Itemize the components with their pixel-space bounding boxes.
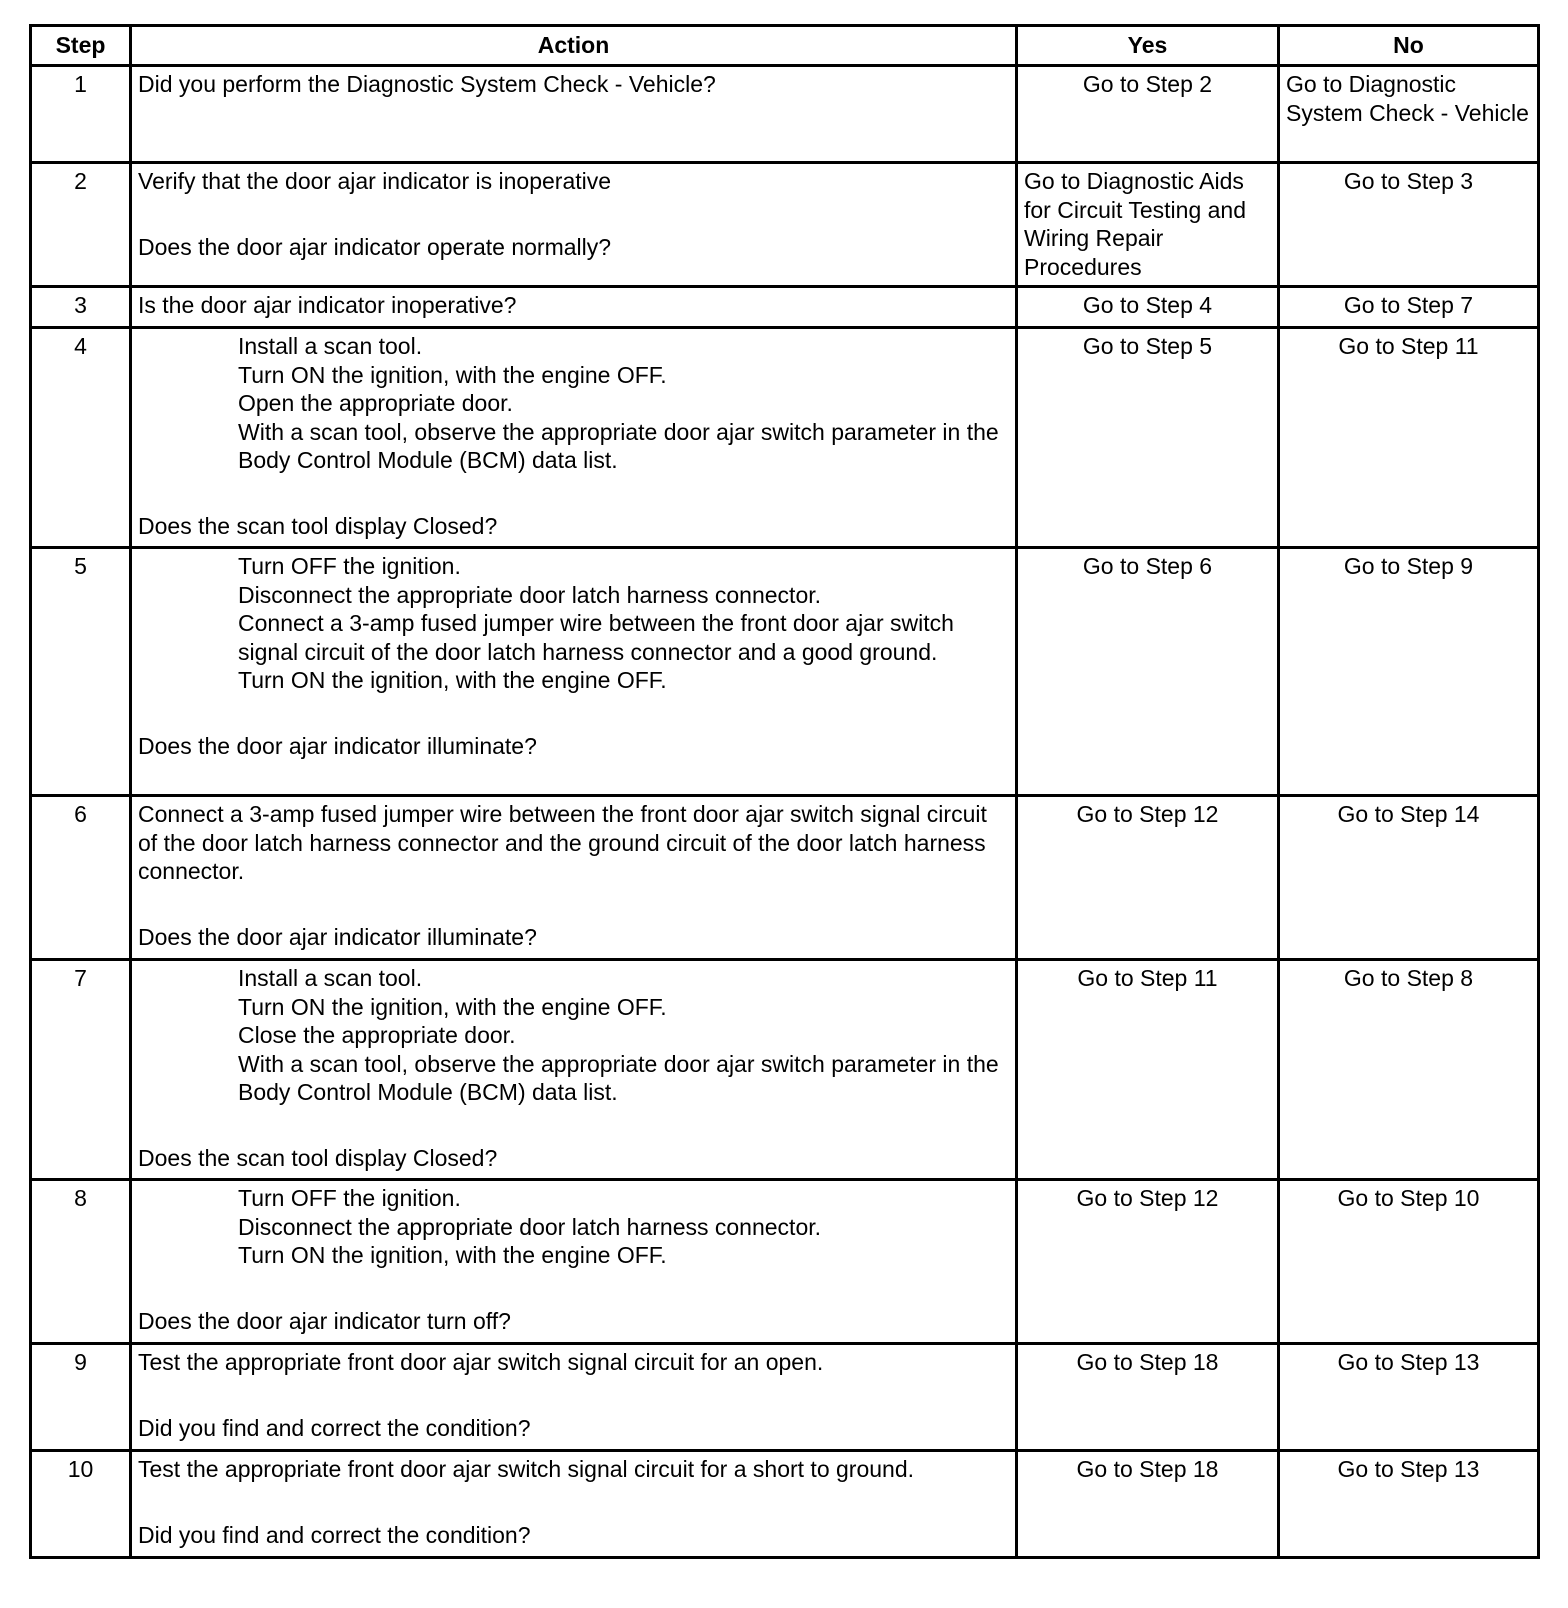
step-number: 2	[31, 163, 131, 287]
action-question: Is the door ajar indicator inoperative?	[138, 292, 517, 318]
substep: With a scan tool, observe the appropriate door ajar switch parameter in the Body Control Module (BCM) data list.	[238, 1050, 999, 1105]
action-intro: Test the appropriate front door ajar switch signal circuit for an open.	[138, 1349, 824, 1375]
yes-cell: Go to Step 12	[1017, 796, 1279, 960]
action-question: Does the door ajar indicator illuminate?	[138, 732, 537, 759]
substep-list	[138, 964, 1009, 1107]
substep-list	[138, 332, 1009, 475]
yes-cell: Go to Step 18	[1017, 1451, 1279, 1558]
step-number: 9	[31, 1344, 131, 1451]
substep: Turn ON the ignition, with the engine OFF.	[238, 667, 667, 693]
action-cell	[131, 163, 1017, 287]
no-cell: Go to Diagnostic System Check - Vehicle	[1279, 66, 1539, 163]
no-cell: Go to Step 7	[1279, 287, 1539, 328]
action-cell	[131, 548, 1017, 796]
step-number: 10	[31, 1451, 131, 1558]
yes-cell: Go to Diagnostic Aids for Circuit Testing and Wiring Repair Procedures	[1017, 163, 1279, 287]
no-cell: Go to Step 11	[1279, 328, 1539, 548]
action-question: Does the door ajar indicator operate normally?	[138, 233, 612, 260]
no-cell: Go to Step 3	[1279, 163, 1539, 287]
substep: Turn ON the ignition, with the engine OFF.	[238, 361, 667, 388]
action-intro: Test the appropriate front door ajar switch signal circuit for a short to ground.	[138, 1456, 915, 1482]
yes-cell: Go to Step 18	[1017, 1344, 1279, 1451]
table-row	[31, 163, 1539, 287]
action-cell	[131, 66, 1017, 163]
table-row	[31, 960, 1539, 1180]
step-number: 5	[31, 548, 131, 796]
action-question: Does the door ajar indicator turn off?	[138, 1307, 511, 1334]
table-row	[31, 1344, 1539, 1451]
substep: Turn ON the ignition, with the engine OFF.	[238, 993, 667, 1020]
no-cell: Go to Step 9	[1279, 548, 1539, 796]
table-row	[31, 1180, 1539, 1344]
action-question: Does the scan tool display Closed?	[138, 1144, 498, 1171]
diagnostic-table	[29, 24, 1540, 1559]
substep: Connect a 3-amp fused jumper wire between the front door ajar switch signal circuit of the door latch harness connector and a good ground.	[238, 610, 954, 665]
action-intro: Connect a 3-amp fused jumper wire between the front door ajar switch signal circuit of the door latch harness connector and the ground circuit of the door latch harness connector.	[138, 801, 987, 884]
substep-list	[138, 1184, 1009, 1270]
step-number: 4	[31, 328, 131, 548]
substep: Disconnect the appropriate door latch harness connector.	[238, 581, 822, 608]
yes-cell: Go to Step 5	[1017, 328, 1279, 548]
action-cell	[131, 328, 1017, 548]
table-row	[31, 328, 1539, 548]
action-question: Did you find and correct the condition?	[138, 1414, 531, 1441]
no-cell: Go to Step 8	[1279, 960, 1539, 1180]
no-cell: Go to Step 10	[1279, 1180, 1539, 1344]
action-cell	[131, 960, 1017, 1180]
substep: With a scan tool, observe the appropriate door ajar switch parameter in the Body Control Module (BCM) data list.	[238, 418, 999, 473]
substep: Turn ON the ignition, with the engine OFF.	[238, 1242, 667, 1268]
substep: Turn OFF the ignition.	[238, 1185, 461, 1211]
step-number: 1	[31, 66, 131, 163]
table-row	[31, 287, 1539, 328]
action-cell	[131, 796, 1017, 960]
action-cell	[131, 287, 1017, 328]
table-row	[31, 1451, 1539, 1558]
header-no: No	[1279, 26, 1539, 66]
no-cell: Go to Step 13	[1279, 1451, 1539, 1558]
header-step: Step	[31, 26, 131, 66]
no-cell: Go to Step 14	[1279, 796, 1539, 960]
step-number: 3	[31, 287, 131, 328]
substep: Install a scan tool.	[238, 965, 423, 991]
yes-cell: Go to Step 2	[1017, 66, 1279, 163]
table-row	[31, 796, 1539, 960]
substep: Turn OFF the ignition.	[238, 553, 461, 579]
table-row	[31, 66, 1539, 163]
action-question: Did you perform the Diagnostic System Check - Vehicle?	[138, 71, 716, 97]
action-cell	[131, 1344, 1017, 1451]
step-number: 6	[31, 796, 131, 960]
table-row	[31, 548, 1539, 796]
action-question: Does the scan tool display Closed?	[138, 512, 498, 539]
action-question: Did you find and correct the condition?	[138, 1521, 531, 1548]
yes-cell: Go to Step 12	[1017, 1180, 1279, 1344]
substep: Open the appropriate door.	[238, 390, 513, 416]
yes-cell: Go to Step 6	[1017, 548, 1279, 796]
action-question: Does the door ajar indicator illuminate?	[138, 923, 537, 950]
action-intro: Verify that the door ajar indicator is inoperative	[138, 168, 612, 194]
step-number: 8	[31, 1180, 131, 1344]
yes-cell: Go to Step 4	[1017, 287, 1279, 328]
header-row	[31, 26, 1539, 66]
substep: Install a scan tool.	[238, 333, 423, 359]
action-cell	[131, 1180, 1017, 1344]
step-number: 7	[31, 960, 131, 1180]
no-cell: Go to Step 13	[1279, 1344, 1539, 1451]
substep: Disconnect the appropriate door latch harness connector.	[238, 1213, 822, 1240]
substep: Close the appropriate door.	[238, 1022, 516, 1048]
yes-cell: Go to Step 11	[1017, 960, 1279, 1180]
action-cell	[131, 1451, 1017, 1558]
header-yes: Yes	[1017, 26, 1279, 66]
header-action: Action	[131, 26, 1017, 66]
substep-list	[138, 552, 1009, 695]
